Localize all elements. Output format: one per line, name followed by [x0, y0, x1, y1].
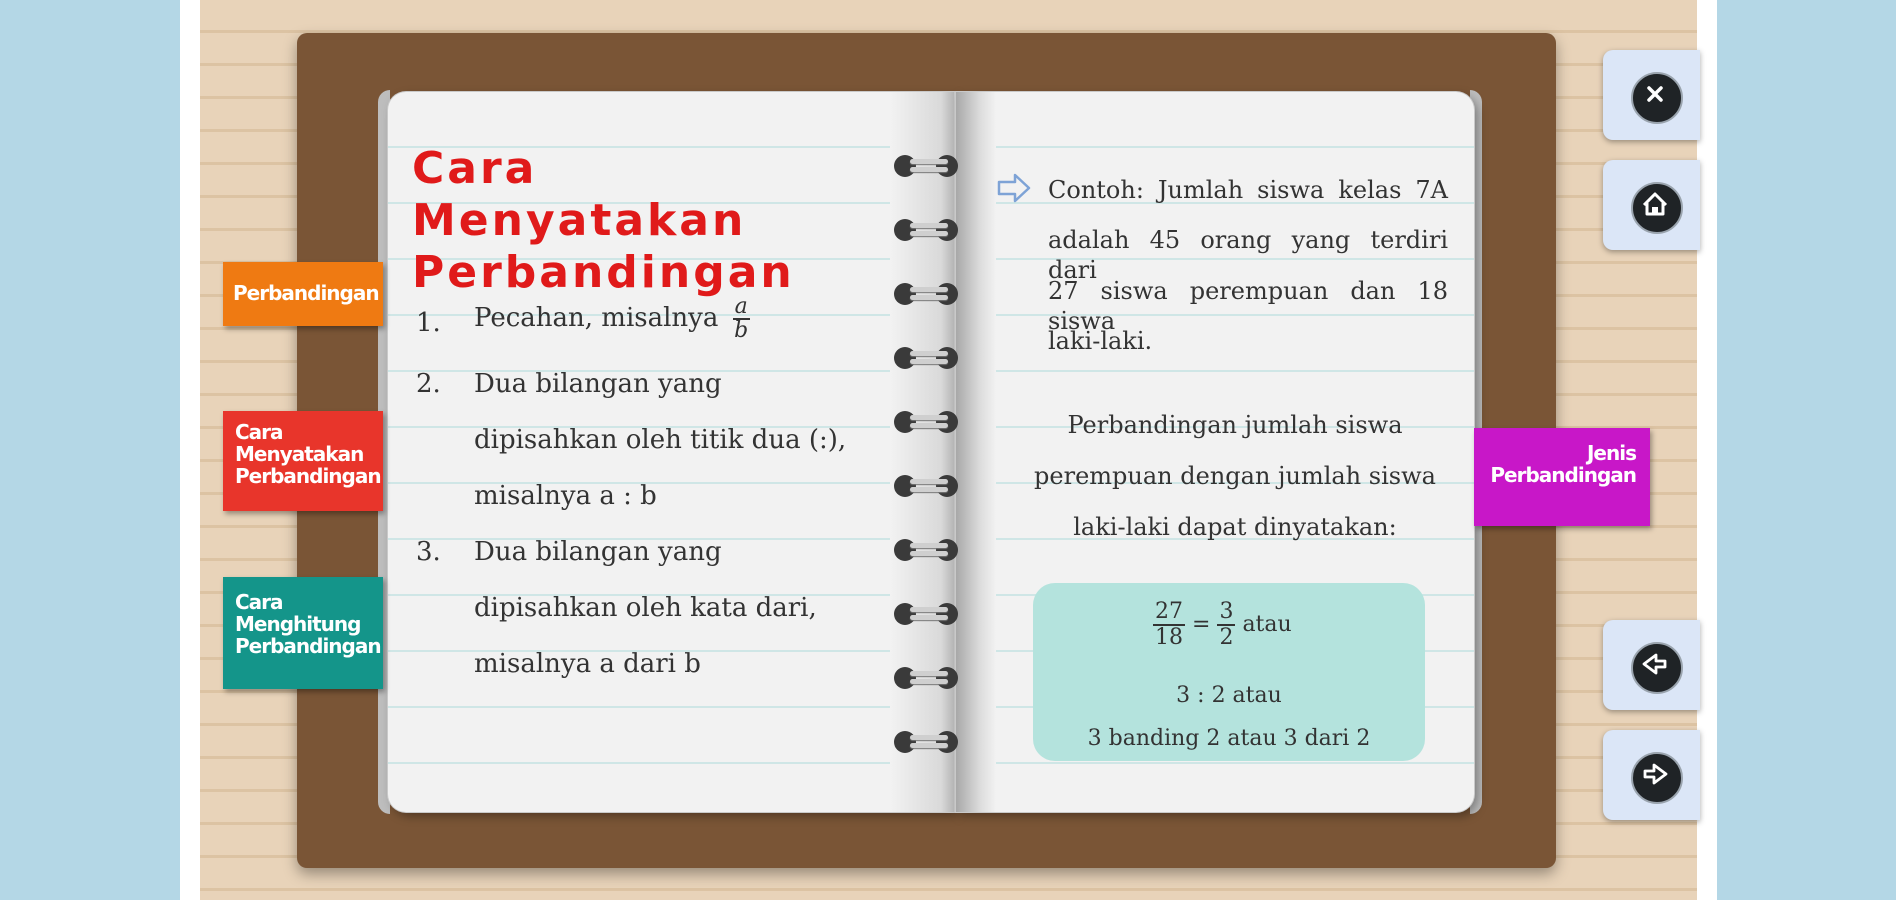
spiral-ring — [894, 215, 966, 243]
pointer-arrow-icon — [997, 173, 1031, 203]
list-item-2-line-2: dipisahkan oleh titik dua (:), — [474, 425, 847, 455]
close-button[interactable] — [1603, 50, 1700, 140]
equation-suffix: atau — [1242, 612, 1292, 637]
fraction-numerator: a — [734, 294, 748, 319]
list-item-3-line-1: Dua bilangan yang — [474, 537, 722, 567]
tab-perbandingan[interactable] — [223, 262, 383, 326]
fraction-denominator: 18 — [1155, 625, 1183, 650]
page-gutter-left — [890, 92, 954, 812]
tab-cara-menghitung-label — [235, 591, 381, 657]
fraction-a-over-b — [733, 296, 750, 342]
title-line-1: Cara Menyatakan — [412, 143, 747, 246]
right-letterbox — [1717, 0, 1896, 900]
spiral-ring — [894, 663, 966, 691]
left-letterbox — [0, 0, 180, 900]
spiral-ring — [894, 407, 966, 435]
title-line-2: Perbandingan — [412, 247, 795, 298]
equation-line-3: 3 banding 2 atau 3 dari 2 — [1087, 726, 1371, 751]
previous-button[interactable] — [1603, 620, 1700, 710]
fraction-3-2 — [1217, 600, 1235, 650]
list-item-3-line-2: dipisahkan oleh kata dari, — [474, 593, 817, 623]
fraction-27-18 — [1153, 600, 1185, 650]
list-item-2-line-3: misalnya a : b — [474, 481, 657, 511]
home-icon — [1613, 170, 1697, 242]
tab-label-line: Jenis — [1586, 441, 1636, 465]
tab-cara-menyatakan[interactable] — [223, 411, 383, 511]
example-line-3: 27 siswa perempuan dan 18 siswa — [1048, 277, 1448, 335]
statement-line-3: laki-laki dapat dinyatakan: — [1073, 513, 1397, 541]
home-button[interactable] — [1603, 160, 1700, 250]
next-arrow-icon — [1613, 740, 1697, 812]
spiral-ring — [894, 599, 966, 627]
tab-perbandingan-label: Perbandingan — [233, 281, 379, 305]
list-number: 2. — [416, 369, 441, 399]
list-item-3-line-3: misalnya a dari b — [474, 649, 701, 679]
page-gutter-right — [956, 92, 996, 812]
tab-label-line: Perbandingan — [235, 464, 381, 488]
tab-label-line: Perbandingan — [235, 634, 381, 658]
tab-label-line: Menghitung — [235, 612, 361, 636]
statement-line-1: Perbandingan jumlah siswa — [1067, 411, 1403, 439]
equation-line-1 — [1153, 600, 1292, 650]
back-arrow-icon — [1613, 630, 1697, 702]
tab-jenis-perbandingan[interactable] — [1474, 428, 1650, 526]
page-title — [412, 143, 832, 299]
spiral-ring — [894, 343, 966, 371]
tab-label-line: Menyatakan — [235, 442, 364, 466]
spiral-ring — [894, 279, 966, 307]
tab-cara-menghitung[interactable] — [223, 577, 383, 689]
example-line-4: laki-laki. — [1048, 327, 1153, 355]
tab-label-line: Cara — [235, 590, 283, 614]
app-stage — [180, 0, 1717, 900]
spiral-ring — [894, 151, 966, 179]
list-number: 1. — [416, 308, 441, 338]
spiral-ring — [894, 471, 966, 499]
statement-line-2: perempuan dengan jumlah siswa — [1034, 462, 1436, 490]
list-number: 3. — [416, 537, 441, 567]
close-icon — [1613, 60, 1697, 132]
list-item-1 — [474, 296, 750, 342]
list-item-2-line-1: Dua bilangan yang — [474, 369, 722, 399]
tab-cara-menyatakan-label — [235, 421, 381, 487]
tab-label-line: Cara — [235, 420, 283, 444]
tab-jenis-label — [1490, 442, 1636, 486]
spiral-ring — [894, 535, 966, 563]
spiral-ring — [894, 727, 966, 755]
next-button[interactable] — [1603, 730, 1700, 820]
example-line-2: adalah 45 orang yang terdiri dari — [1048, 226, 1448, 284]
equation-line-2: 3 : 2 atau — [1176, 683, 1282, 708]
list-item-1-text: Pecahan, misalnya — [474, 303, 719, 333]
tab-label-line: Perbandingan — [1490, 463, 1636, 487]
fraction-numerator: 3 — [1219, 599, 1234, 624]
fraction-numerator: 27 — [1155, 599, 1183, 624]
example-line-1: Contoh: Jumlah siswa kelas 7A — [1048, 176, 1448, 204]
equals-sign: = — [1192, 612, 1211, 637]
fraction-denominator: 2 — [1219, 625, 1234, 650]
fraction-denominator: b — [734, 318, 749, 343]
